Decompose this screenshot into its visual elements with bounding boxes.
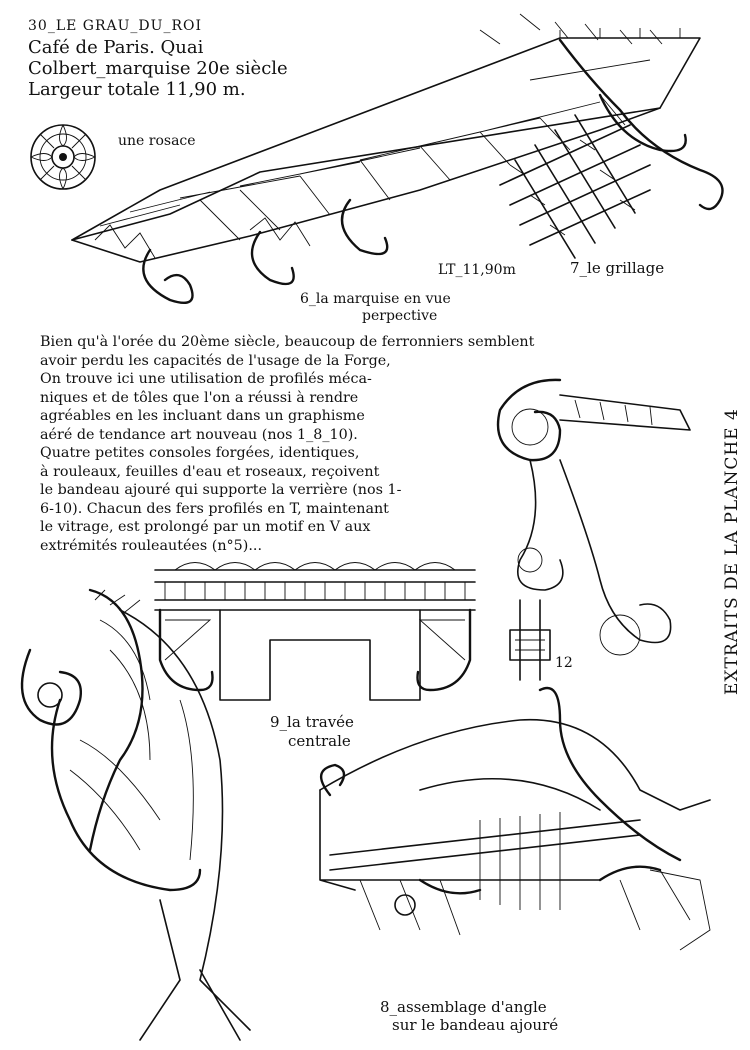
label-assemblage-line-1: 8_assemblage d'angle (380, 998, 547, 1016)
text-line: On trouve ici une utilisation de profilés méca- (40, 371, 372, 387)
grillage-drawing (500, 115, 650, 258)
side-caption (722, 395, 742, 695)
label-dimension: LT_11,90m (438, 262, 516, 278)
text-line: 6-10). Chacun des fers profilés en T, maintenant (40, 500, 389, 517)
text-line: aéré de tendance art nouveau (nos 1_8_10). (40, 426, 358, 443)
text-line: le vitrage, est prolongé par un motif en V aux (40, 519, 371, 535)
label-rosace: une rosace (118, 133, 196, 149)
text-line: à rouleaux, feuilles d'eau et roseaux, reçoivent (40, 463, 380, 480)
travee-centrale-drawing (155, 563, 475, 701)
text-line: avoir perdu les capacités de l'usage de la Forge, (40, 352, 391, 369)
rosace-drawing (31, 125, 95, 189)
text-line: extrémités rouleautées (n°5)... (40, 537, 262, 554)
page-title (28, 16, 358, 100)
title-line-3: Colbert_marquise 20e siècle (28, 58, 288, 79)
title-line-1: 30_LE GRAU_DU_ROI (28, 18, 202, 34)
label-assemblage-line-2: sur le bandeau ajouré (392, 1016, 559, 1034)
label-marquise-line-1: 6_la marquise en vue (300, 291, 451, 307)
text-line: agréables en les incluant dans un graphisme (40, 408, 365, 424)
label-travee-line-2: centrale (288, 732, 351, 750)
acanthus-console-drawing (22, 590, 250, 1040)
text-line: Bien qu'à l'orée du 20ème siècle, beaucoup de ferronniers semblent (40, 334, 535, 350)
text-line: niques et de tôles que l'on a réussi à rendre (40, 389, 359, 406)
label-marquise-line-2: perpective (362, 308, 438, 324)
label-travee-line-1: 9_la travée (270, 713, 354, 731)
title-line-2: Café de Paris. Quai (28, 37, 204, 58)
title-line-4: Largeur totale 11,90 m. (28, 79, 246, 100)
description-text (40, 333, 660, 555)
label-detail-12: 12 (555, 655, 573, 671)
side-caption-text: EXTRAITS DE LA PLANCHE 4 (722, 408, 742, 695)
assemblage-angle-drawing (320, 688, 710, 950)
label-grillage: 7_le grillage (570, 259, 665, 277)
text-line: Quatre petites consoles forgées, identiques, (40, 445, 360, 461)
detail-12-drawing (510, 600, 550, 680)
text-line: le bandeau ajouré qui supporte la verrière (nos 1- (40, 482, 402, 498)
